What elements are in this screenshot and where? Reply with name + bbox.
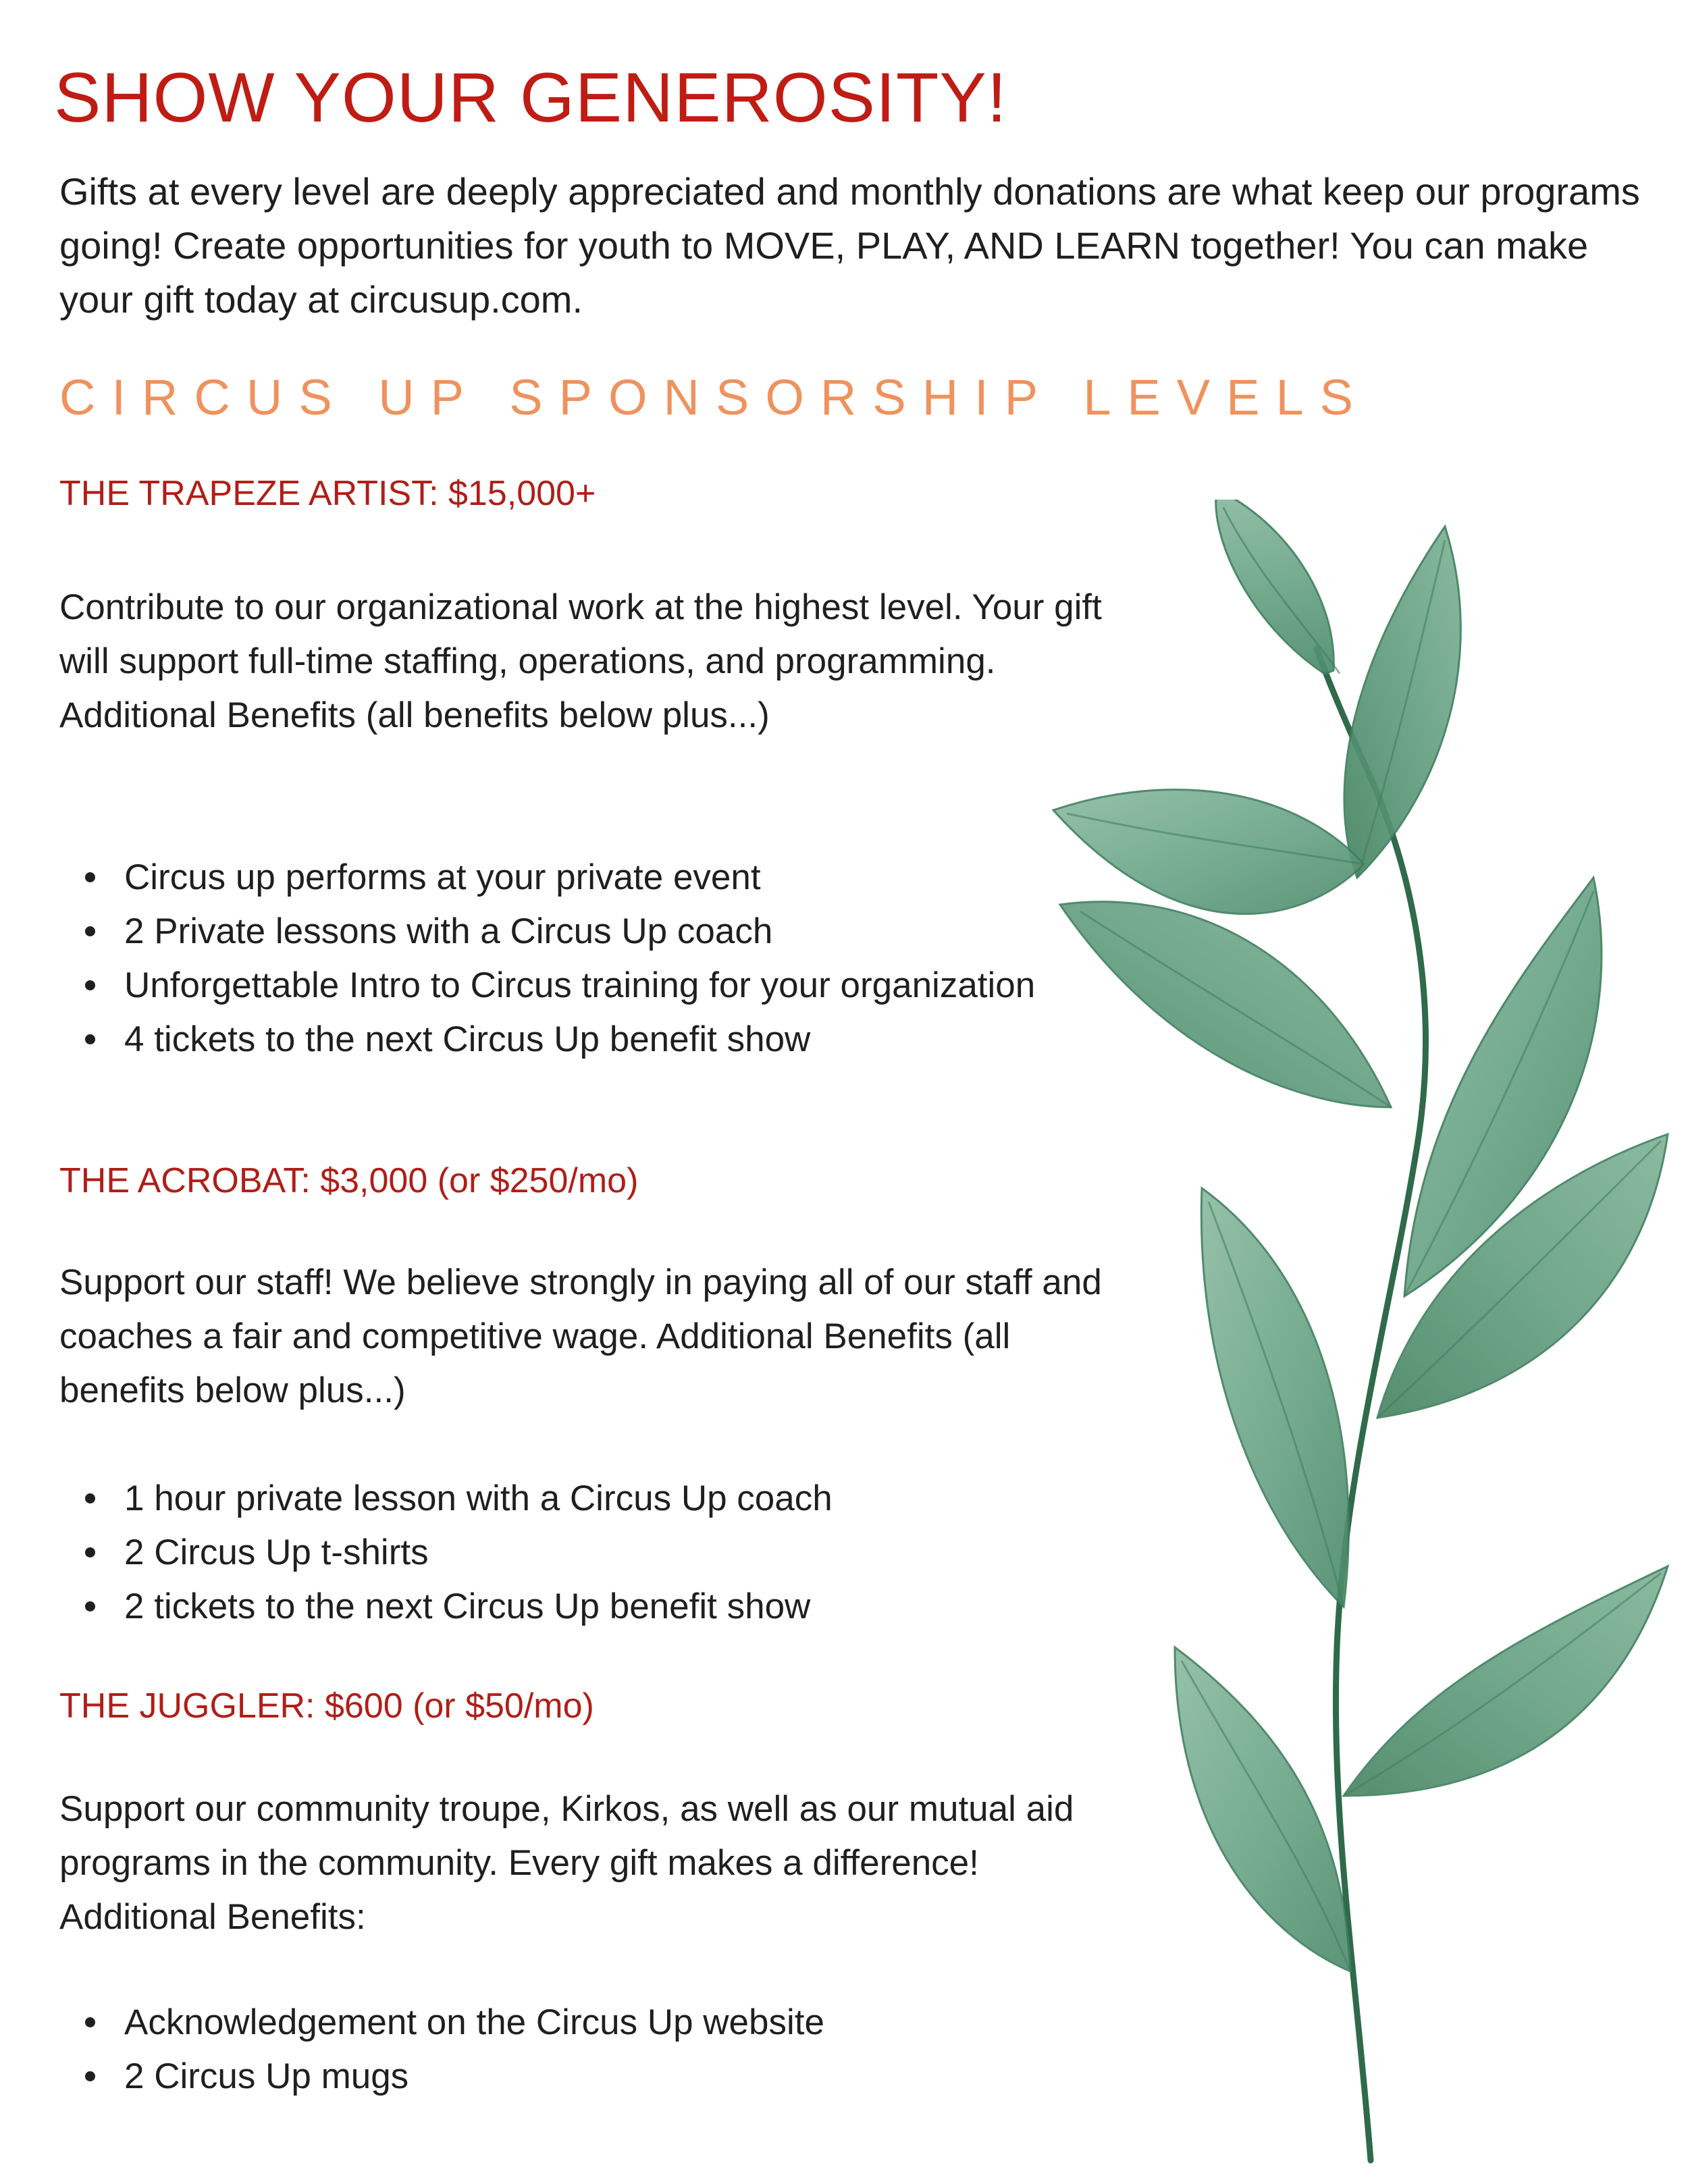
- bullet-icon: [85, 1601, 95, 1612]
- benefit-text: Unforgettable Intro to Circus training for your organization: [124, 965, 1036, 1005]
- leaf-right-lower: [1344, 1566, 1668, 1796]
- bullet-icon: [85, 926, 95, 936]
- leaf-top-right: [1344, 527, 1460, 878]
- benefit-item: [59, 851, 1099, 905]
- benefit-item: [59, 1013, 1099, 1067]
- tier-acrobat-description: Support our staff! We believe strongly in paying all of our staff and coaches a fair and competitive wage. Additional Benefits (all benefits below plus...): [59, 1262, 1102, 1410]
- watercolor-leaf-branch-icon: [1040, 500, 1674, 2174]
- benefit-text: Acknowledgement on the Circus Up website: [124, 2002, 824, 2042]
- sponsorship-levels-heading: CIRCUS UP SPONSORSHIP LEVELS: [59, 369, 1370, 425]
- bullet-icon: [85, 2017, 95, 2027]
- benefit-text: 2 Circus Up t-shirts: [124, 1533, 429, 1572]
- tier-trapeze-title: THE TRAPEZE ARTIST: $15,000+: [59, 474, 596, 513]
- benefit-text: Circus up performs at your private event: [124, 857, 761, 897]
- benefit-text: 1 hour private lesson with a Circus Up coach: [124, 1479, 833, 1518]
- benefit-item: [59, 1472, 1099, 1526]
- bullet-icon: [85, 2071, 95, 2081]
- benefit-item: [59, 1996, 1099, 2050]
- benefit-text: 2 Circus Up mugs: [124, 2056, 409, 2096]
- benefit-text: 4 tickets to the next Circus Up benefit show: [124, 1019, 811, 1059]
- tier-trapeze-description: Contribute to our organizational work at the highest level. Your gift will support full-time staffing, operations, and programming. Additional Benefits (all benefits below plus...): [59, 587, 1102, 735]
- page-headline: SHOW YOUR GENEROSITY!: [54, 59, 1007, 137]
- benefit-text: 2 Private lessons with a Circus Up coach: [124, 911, 773, 951]
- tier-trapeze-benefits: [59, 851, 1099, 1067]
- intro-paragraph: Gifts at every level are deeply appreciated and monthly donations are what keep our programs going! Create opportunities for youth to MOVE, PLAY, AND LEARN together! You can make your gift today at circusup.com.: [59, 170, 1640, 321]
- bullet-icon: [85, 1493, 95, 1503]
- bullet-icon: [85, 1034, 95, 1044]
- bullet-icon: [85, 872, 95, 882]
- benefit-item: [59, 1580, 1099, 1634]
- leaf-left-upper: [1053, 790, 1364, 914]
- leaf-left-large: [1060, 902, 1391, 1107]
- tier-acrobat-benefits: [59, 1472, 1099, 1634]
- benefit-item: [59, 2050, 1099, 2104]
- tier-acrobat-title: THE ACROBAT: $3,000 (or $250/mo): [59, 1161, 639, 1200]
- tier-juggler-description: Support our community troupe, Kirkos, as well as our mutual aid programs in the community. Every gift makes a difference! Additional Benefits:: [59, 1789, 1074, 1937]
- benefit-item: [59, 905, 1099, 959]
- tier-juggler-benefits: [59, 1996, 1099, 2104]
- tier-juggler-title: THE JUGGLER: $600 (or $50/mo): [59, 1686, 594, 1726]
- bullet-icon: [85, 1547, 95, 1557]
- benefit-item: [59, 959, 1099, 1013]
- benefit-item: [59, 1526, 1099, 1580]
- benefit-text: 2 tickets to the next Circus Up benefit show: [124, 1587, 811, 1626]
- bullet-icon: [85, 980, 95, 990]
